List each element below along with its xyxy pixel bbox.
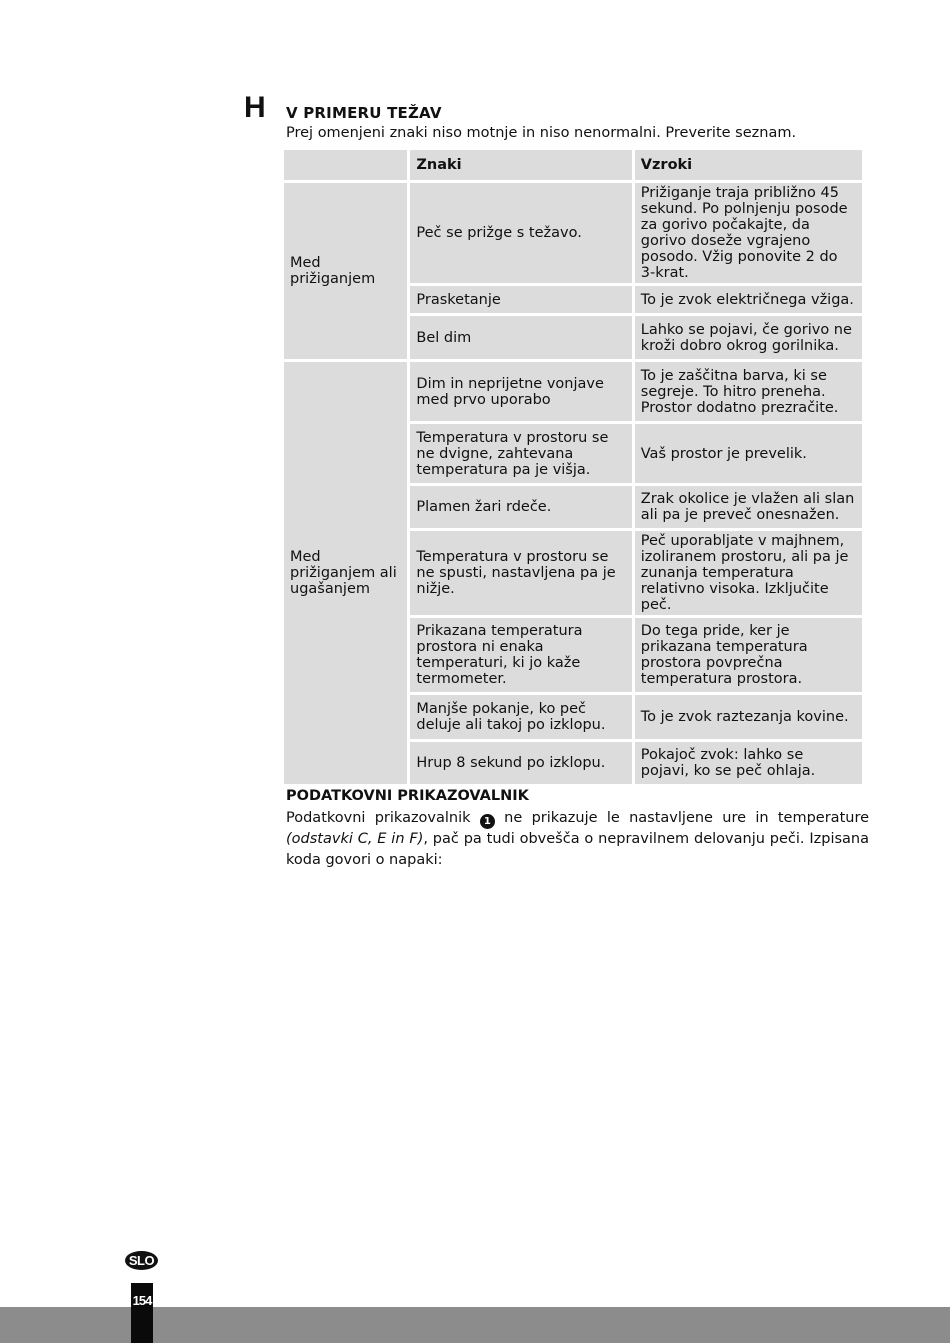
table-row (284, 183, 862, 286)
sign-cell: Prasketanje (410, 286, 634, 316)
info-title: PODATKOVNI PRIKAZOVALNIK (286, 788, 529, 804)
sign-cell: Dim in neprijetne vonjave med prvo uporabo (410, 362, 634, 424)
sign-cell: Peč se prižge s težavo. (410, 183, 634, 286)
cause-cell: To je zvok raztezanja kovine. (635, 695, 862, 742)
table-row (284, 362, 862, 424)
info-text-3: , pač pa tudi obvešča o nepravilnem delovanju peči. Izpisana koda govori o napaki: (286, 831, 869, 868)
cause-cell: Pokajoč zvok: lahko se pojavi, ko se peč ohlaja. (635, 742, 862, 787)
info-text-2: ne prikazuje le nastavljene ure in temperature (494, 810, 870, 826)
page-number-tab (131, 1283, 153, 1343)
info-reference: (odstavki C, E in F) (286, 831, 424, 847)
cause-cell: Vaš prostor je prevelik. (635, 424, 862, 486)
troubleshooting-table (284, 150, 862, 787)
sign-cell: Temperatura v prostoru se ne spusti, nastavljena pa je nižje. (410, 531, 634, 618)
cause-cell: Zrak okolice je vlažen ali slan ali pa je preveč onesnažen. (635, 486, 862, 531)
language-badge: SLO (125, 1251, 158, 1270)
cause-cell: Prižiganje traja približno 45 sekund. Po polnjenju posode za gorivo počakajte, da gorivo doseže vgrajeno posodo. Vžig ponovite 2 do 3-krat. (635, 183, 862, 286)
callout-number-icon: 1 (480, 814, 495, 829)
section-letter: H (244, 91, 266, 124)
cause-cell: To je zvok električnega vžiga. (635, 286, 862, 316)
category-cell: Med prižiganjem (284, 183, 410, 362)
sign-cell: Manjše pokanje, ko peč deluje ali takoj po izklopu. (410, 695, 634, 742)
cause-cell: To je zaščitna barva, ki se segreje. To hitro preneha. Prostor dodatno prezračite. (635, 362, 862, 424)
cause-cell: Do tega pride, ker je prikazana temperatura prostora povprečna temperatura prostora. (635, 618, 862, 695)
table-header-causes: Vzroki (635, 150, 862, 183)
section-title: V PRIMERU TEŽAV (286, 104, 442, 122)
sign-cell: Bel dim (410, 316, 634, 362)
info-text-1: Podatkovni prikazovalnik (286, 810, 480, 826)
section-intro: Prej omenjeni znaki niso motnje in niso nenormalni. Preverite seznam. (286, 125, 797, 141)
cause-cell: Lahko se pojavi, če gorivo ne kroži dobro okrog gorilnika. (635, 316, 862, 362)
sign-cell: Hrup 8 sekund po izklopu. (410, 742, 634, 787)
sign-cell: Prikazana temperatura prostora ni enaka temperaturi, ki jo kaže termometer. (410, 618, 634, 695)
info-paragraph (286, 808, 869, 871)
table-header-signs: Znaki (410, 150, 634, 183)
cause-cell: Peč uporabljate v majhnem, izoliranem prostoru, ali pa je zunanja temperatura relativno visoka. Izključite peč. (635, 531, 862, 618)
page-number: 154 (132, 1293, 152, 1308)
table-header-category (284, 150, 410, 183)
table-header-row (284, 150, 862, 183)
category-cell: Med prižiganjem ali ugašanjem (284, 362, 410, 787)
sign-cell: Temperatura v prostoru se ne dvigne, zahtevana temperatura pa je višja. (410, 424, 634, 486)
sign-cell: Plamen žari rdeče. (410, 486, 634, 531)
